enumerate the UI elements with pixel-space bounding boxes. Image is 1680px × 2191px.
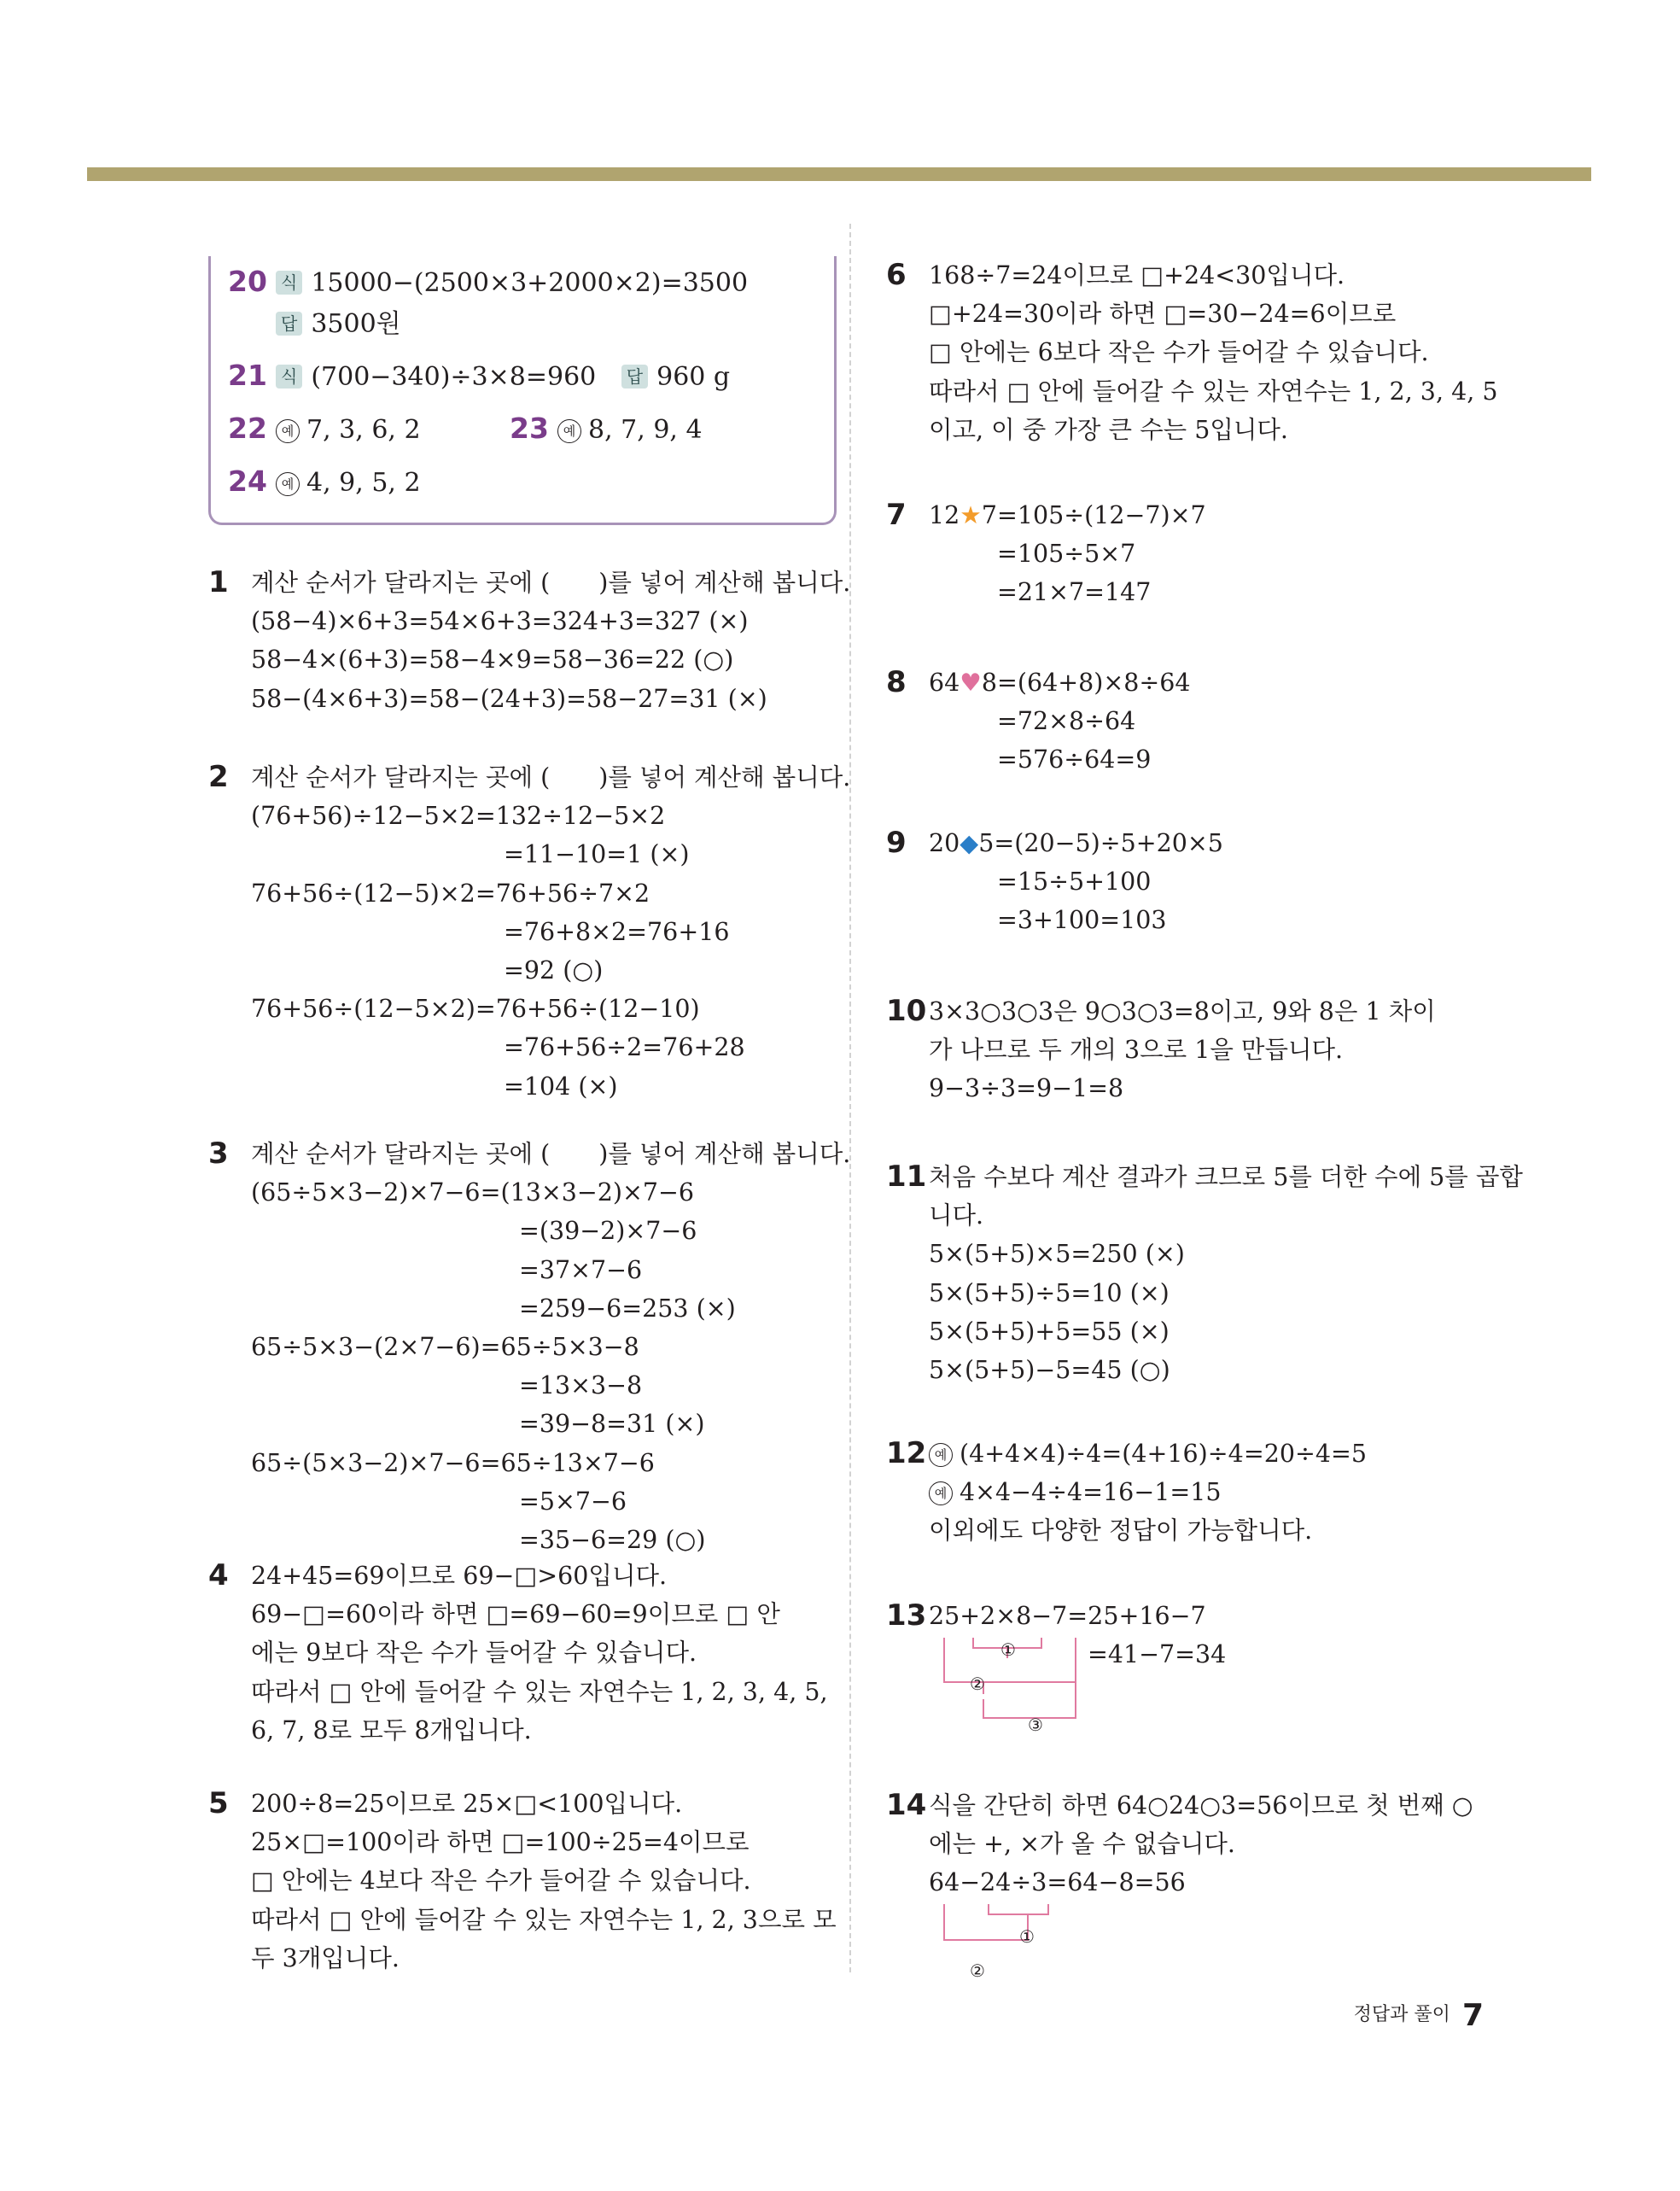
solution-line: =(39−2)×7−6 [519,1217,697,1246]
solution-line: =11−10=1 (×) [504,840,690,869]
solution-line: (76+56)÷12−5×2=132÷12−5×2 [251,802,666,831]
footer-label: 정답과 풀이 [1353,2004,1450,2025]
answer-text: 3500원 [311,309,401,339]
example-mark: 예 [929,1481,953,1505]
bracket-1 [989,1904,1048,1914]
solution-line: 5×(5+5)÷5=10 (×) [929,1278,1170,1307]
answer-21 [228,355,817,398]
example-mark: 예 [929,1443,953,1467]
formula-tag: 식 [276,365,302,389]
problem-2 [208,758,866,1106]
answer-text: 7, 3, 6, 2 [306,415,421,445]
solution-line: 계산 순서가 달라지는 곳에 ( )를 넣어 계산해 봅니다. [251,569,851,597]
problem-6 [886,256,1560,449]
operand: 20 [929,829,960,857]
solution-line: 6, 7, 8로 모두 8개입니다. [251,1715,532,1744]
problem-number: 7 [886,498,907,532]
expression: 7=105÷(12−7)×7 [981,501,1206,529]
solution-line: 76+56÷(12−5×2)=76+56÷(12−10) [251,995,700,1024]
solution-line: 식을 간단히 하면 64○24○3=56이므로 첫 번째 ○ [929,1791,1473,1820]
star-icon: ★ [960,501,982,529]
solution-line [929,824,1560,862]
answer-22-23 [228,408,817,451]
bracket-2 [944,1904,1028,1940]
heart-icon: ♥ [960,669,982,697]
problem-number: 12 [886,1436,927,1470]
solution-line: 계산 순서가 달라지는 곳에 ( )를 넣어 계산해 봅니다. [251,763,851,792]
problem-11 [886,1158,1560,1389]
solution-line: 25×□=100이라 하면 □=100÷25=4이므로 [251,1828,750,1857]
solution-line: 58−4×(6+3)=58−4×9=58−36=22 (○) [251,646,734,675]
solution-line: =13×3−8 [519,1371,643,1400]
problem-8 [886,663,1560,780]
step-label: ① [1019,1926,1035,1947]
problem-3 [208,1135,866,1559]
solution-line: 따라서 □ 안에 들어갈 수 있는 자연수는 1, 2, 3으로 모 [251,1905,837,1934]
formula-tag: 식 [276,271,302,295]
expression: 8=(64+8)×8÷64 [981,669,1191,697]
solution-line: □ 안에는 6보다 작은 수가 들어갈 수 있습니다. [929,338,1429,367]
solution-line [929,496,1560,535]
solution-line: 9−3÷3=9−1=8 [929,1074,1124,1103]
solution-line: 니다. [929,1201,984,1230]
solution-line: 65÷(5×3−2)×7−6=65÷13×7−6 [251,1448,655,1477]
solution-line: 168÷7=24이므로 □+24<30입니다. [929,261,1345,289]
step-label: ① [1000,1639,1016,1660]
problem-number: 11 [886,1160,927,1194]
order-diagram [929,1901,1185,1978]
solution-line: 25+2×8−7=25+16−7 [929,1602,1206,1630]
example-mark: 예 [557,419,581,443]
answer-20 [228,261,817,345]
example-mark: 예 [276,472,300,496]
solution-line: 24+45=69이므로 69−□>60입니다. [251,1562,668,1590]
problem-number: 8 [886,665,907,699]
problem-5 [208,1785,866,1978]
diamond-icon: ◆ [960,829,979,857]
step-label: ② [970,1674,985,1694]
solution-line: 따라서 □ 안에 들어갈 수 있는 자연수는 1, 2, 3, 4, 5 [929,377,1498,406]
solution-line: =105÷5×7 [997,540,1136,569]
problem-4 [208,1557,866,1750]
answer-text: 4, 9, 5, 2 [306,468,421,498]
solution-line: 가 나므로 두 개의 3으로 1을 만듭니다. [929,1036,1344,1065]
answer-tag: 답 [621,365,648,389]
solution-line: =39−8=31 (×) [519,1410,705,1439]
solution-line: 3×3○3○3은 9○3○3=8이고, 9와 8은 1 차이 [929,997,1436,1025]
solution-line: =5×7−6 [519,1487,627,1516]
operand: 64 [929,669,960,697]
solution-line [929,663,1560,702]
solution-line: 5×(5+5)×5=250 (×) [929,1240,1185,1269]
solution-line: =35−6=29 (○) [519,1526,706,1555]
solution-line: =37×7−6 [519,1255,643,1284]
solution-line [929,1473,1560,1511]
solution-line: =259−6=253 (×) [519,1294,736,1323]
answer-number: 21 [228,359,267,392]
solution-line: =72×8÷64 [997,707,1136,736]
solution-line: 65÷5×3−(2×7−6)=65÷5×3−8 [251,1333,639,1362]
solution-line: 69−□=60이라 하면 □=69−60=9이므로 □ 안 [251,1600,780,1629]
answer-box [208,256,837,525]
problem-number: 10 [886,994,927,1028]
problem-12 [886,1434,1560,1551]
solution-line: □+24=30이라 하면 □=30−24=6이므로 [929,300,1397,329]
problem-number: 9 [886,826,907,860]
solution-line: (58−4)×6+3=54×6+3=324+3=327 (×) [251,607,749,636]
solution-line: =92 (○) [504,956,604,985]
formula-text: (700−340)÷3×8=960 [311,362,597,392]
solution-line: =15÷5+100 [997,868,1152,897]
problem-14 [886,1786,1560,1981]
answer-number: 22 [228,412,267,445]
solution-line: 이고, 이 중 가장 큰 수는 5입니다. [929,415,1288,444]
answer-number: 23 [510,412,549,445]
solution-line: =76+8×2=76+16 [504,917,730,946]
problem-number: 1 [208,565,229,599]
solution-line: 200÷8=25이므로 25×□<100입니다. [251,1790,683,1818]
answer-number: 24 [228,464,267,498]
step-label: ② [970,1960,985,1981]
solution-line: 계산 순서가 달라지는 곳에 ( )를 넣어 계산해 봅니다. [251,1140,851,1168]
solution-line: □ 안에는 4보다 작은 수가 들어갈 수 있습니다. [251,1867,751,1896]
solution-line: 처음 수보다 계산 결과가 크므로 5를 더한 수에 5를 곱합 [929,1163,1523,1191]
problem-number: 14 [886,1788,927,1822]
solution-line: 58−(4×6+3)=58−(24+3)=58−27=31 (×) [251,684,767,713]
expression: 5=(20−5)÷5+20×5 [978,829,1223,857]
solution-line: =576÷64=9 [997,745,1152,774]
operand: 12 [929,501,960,529]
answer-text: 8, 7, 9, 4 [588,415,703,445]
problem-number: 6 [886,258,907,292]
problem-10 [886,992,1560,1108]
expression: 4×4−4÷4=16−1=15 [960,1478,1222,1507]
problem-number: 2 [208,760,229,794]
page-footer [1354,1998,1484,2033]
solution-line: 64−24÷3=64−8=56 [929,1868,1186,1897]
solution-line [929,1434,1560,1473]
problem-1 [208,564,866,718]
formula-text: 15000−(2500×3+2000×2)=3500 [311,268,749,298]
solution-line: 76+56÷(12−5)×2=76+56÷7×2 [251,879,650,908]
solution-line: 따라서 □ 안에 들어갈 수 있는 자연수는 1, 2, 3, 4, 5, [251,1677,828,1706]
problem-13 [886,1597,1560,1735]
problem-7 [886,496,1560,612]
solution-line: =41−7=34 [1088,1640,1227,1669]
solution-line: 이외에도 다양한 정답이 가능합니다. [929,1516,1313,1545]
problem-number: 4 [208,1558,229,1592]
top-rule [87,167,1591,181]
solution-line: =21×7=147 [997,578,1152,607]
solution-line: =3+100=103 [997,906,1167,935]
answer-text: 960 g [656,362,731,392]
solution-line: 에는 9보다 작은 수가 들어갈 수 있습니다. [251,1639,697,1668]
solution-line: =76+56÷2=76+28 [504,1033,745,1062]
solution-line: =104 (×) [504,1072,618,1101]
problem-number: 3 [208,1136,229,1171]
solution-line: 에는 +, ×가 올 수 없습니다. [929,1830,1235,1859]
page-number: 7 [1461,1998,1484,2033]
left-column [208,256,851,1972]
solution-line: 5×(5+5)−5=45 (○) [929,1356,1170,1385]
step-label: ③ [1028,1715,1043,1735]
answer-tag: 답 [276,312,302,336]
solution-line: 5×(5+5)+5=55 (×) [929,1317,1170,1346]
solution-line: (65÷5×3−2)×7−6=(13×3−2)×7−6 [251,1178,694,1207]
expression: (4+4×4)÷4=(4+16)÷4=20÷4=5 [960,1440,1367,1468]
problem-number: 13 [886,1598,927,1633]
answer-24 [228,461,817,504]
example-mark: 예 [276,419,300,443]
bracket-3 [983,1682,1076,1718]
problem-9 [886,824,1560,940]
solution-line: 두 3개입니다. [251,1943,400,1972]
answer-number: 20 [228,265,267,298]
problem-number: 5 [208,1786,229,1820]
